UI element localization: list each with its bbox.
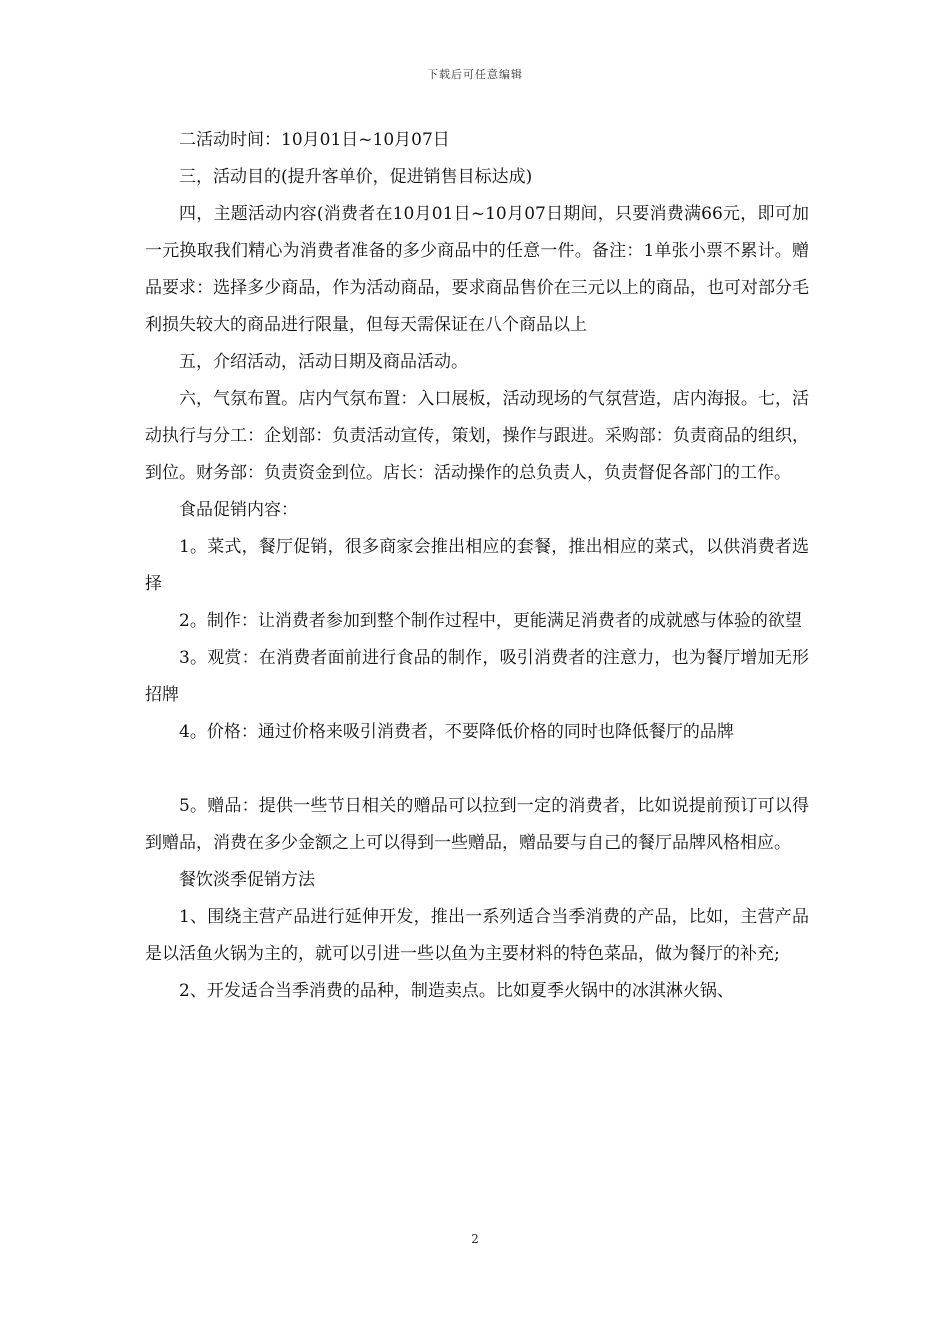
paragraph-food-promo-heading: 食品促销内容： xyxy=(179,500,298,520)
page-header: 下载后可任意编辑 xyxy=(427,68,523,81)
paragraph-price: 4。价格：通过价格来吸引消费者，不要降低价格的同时也降低餐厅的品牌 xyxy=(179,722,734,742)
paragraph-method-1: 1、围绕主营产品进行延伸开发，推出一系列适合当季消费的产品，比如，主营产品是以活鱼火锅为主的，就可以引进一些以鱼为主要材料的特色菜品，做为餐厅的补充; xyxy=(145,907,809,964)
paragraph-atmosphere: 六，气氛布置。店内气氛布置：入口展板，活动现场的气氛营造，店内海报。七，活动执行与分工：企划部：负责活动宣传，策划，操作与跟进。采购部：负责商品的组织，到位。财务部：负责资金到位。店长：活动操作的总负责人，负责督促各部门的工作。 xyxy=(145,389,809,483)
paragraph-gifts: 5。赠品：提供一些节日相关的赠品可以拉到一定的消费者，比如说提前预订可以得到赠品，消费在多少金额之上可以得到一些赠品，赠品要与自己的餐厅品牌风格相应。 xyxy=(145,796,809,853)
document-body xyxy=(145,122,809,1010)
paragraph-dishes: 1。菜式，餐厅促销，很多商家会推出相应的套餐，推出相应的菜式，以供消费者选择 xyxy=(145,537,809,594)
paragraph-activity-purpose: 三，活动目的(提升客单价，促进销售目标达成) xyxy=(179,167,533,187)
paragraph-theme-content: 四，主题活动内容(消费者在10月01日~10月07日期间，只要消费满66元，即可加一元换取我们精心为消费者准备的多少商品中的任意一件。备注：1单张小票不累计。赠品要求：选择多少商品，作为活动商品，要求商品售价在三元以上的商品，也可对部分毛利损失较大的商品进行限量，但每天需保证在八个商品以上 xyxy=(145,204,809,335)
paragraph-introduction: 五，介绍活动，活动日期及商品活动。 xyxy=(179,352,468,372)
page-number: 2 xyxy=(471,1232,479,1246)
paragraph-activity-time: 二活动时间：10月01日~10月07日 xyxy=(179,130,450,150)
paragraph-method-2: 2、开发适合当季消费的品种，制造卖点。比如夏季火锅中的冰淇淋火锅、 xyxy=(179,981,734,1001)
paragraph-off-season-heading: 餐饮淡季促销方法 xyxy=(179,870,315,890)
paragraph-making: 2。制作：让消费者参加到整个制作过程中，更能满足消费者的成就感与体验的欲望 xyxy=(179,611,802,631)
blank-line xyxy=(145,751,809,788)
paragraph-viewing: 3。观赏：在消费者面前进行食品的制作，吸引消费者的注意力，也为餐厅增加无形招牌 xyxy=(145,648,809,705)
